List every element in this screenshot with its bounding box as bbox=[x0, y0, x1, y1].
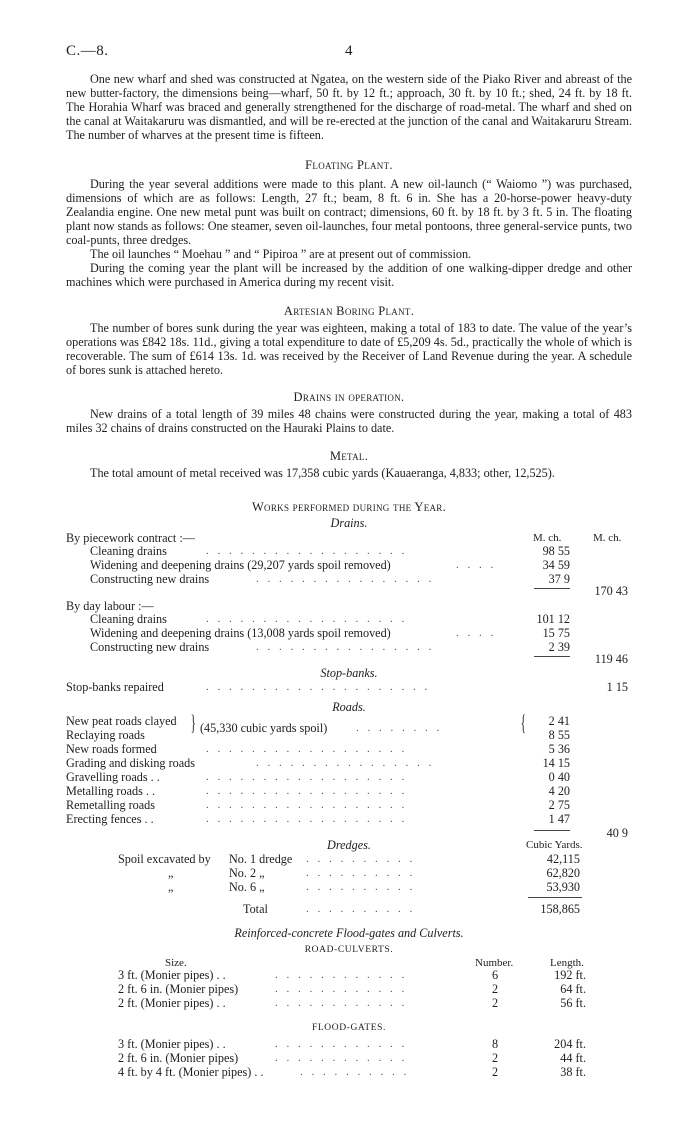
right-brace: } bbox=[190, 710, 196, 735]
row-label: Metalling roads . . bbox=[66, 784, 156, 798]
row-label: Constructing new drains bbox=[90, 640, 210, 654]
row-prefix: Spoil excavated by bbox=[118, 852, 211, 866]
artesian-paragraph: The number of bores sunk during the year was eighteen, making a total of 183 to date. The value of the year’s operations was £842 18s. 11d., giving a total expenditure to date of £5,209 4s. 5d., practically the whole of which is recoverable. The sum of £614 13s. 1d. was received by the Receiver of Land Revenue during the year. A schedule of bores sunk is attached hereto. bbox=[66, 321, 632, 377]
row-length: 64 ft. bbox=[560, 982, 586, 996]
row-value: 37 9 bbox=[548, 572, 570, 586]
row-prefix: „ bbox=[168, 880, 174, 894]
left-brace: { bbox=[520, 710, 526, 735]
row-label: Gravelling roads . . bbox=[66, 770, 160, 784]
roads-subheading: Roads. bbox=[332, 700, 366, 714]
flood-gates-heading: FLOOD-GATES. bbox=[312, 1023, 386, 1033]
row-value: 101 12 bbox=[536, 612, 570, 626]
number-header: Number. bbox=[475, 957, 514, 969]
leader-dots: . . . . bbox=[456, 559, 497, 571]
row-size: 3 ft. (Monier pipes) . . bbox=[118, 1037, 226, 1051]
leader-dots: . . . . bbox=[456, 627, 497, 639]
row-length: 192 ft. bbox=[554, 968, 586, 982]
col2-header: M. ch. bbox=[593, 532, 622, 544]
road-culverts-heading: ROAD-CULVERTS. bbox=[304, 945, 394, 955]
row-prefix: „ bbox=[168, 866, 174, 880]
leader-dots: . . . . . . . . . . . . . . . . . . bbox=[206, 785, 408, 797]
row-label: No. 1 dredge bbox=[229, 852, 293, 866]
piecework-header-row bbox=[0, 531, 700, 545]
table-row bbox=[0, 680, 700, 694]
row-size: 2 ft. (Monier pipes) . . bbox=[118, 996, 226, 1010]
table-row bbox=[0, 968, 700, 982]
leader-dots: . . . . . . . . . . . . bbox=[275, 969, 408, 981]
row-size: 3 ft. (Monier pipes) . . bbox=[118, 968, 226, 982]
leader-dots: . . . . . . . . . . . . . . . . . . bbox=[206, 613, 408, 625]
row-value: 4 20 bbox=[548, 784, 570, 798]
row-label: No. 2 „ bbox=[229, 866, 265, 880]
table-row bbox=[0, 1037, 700, 1051]
row-size: 2 ft. 6 in. (Monier pipes) bbox=[118, 1051, 239, 1065]
table-row bbox=[0, 626, 700, 640]
table-row bbox=[0, 742, 700, 756]
wharf-paragraph bbox=[66, 72, 632, 142]
piecework-total: 170 43 bbox=[594, 584, 628, 598]
row-label: No. 6 „ bbox=[229, 880, 265, 894]
brace-note: (45,330 cubic yards spoil) bbox=[200, 721, 328, 735]
row-number: 2 bbox=[492, 982, 499, 996]
row-number: 8 bbox=[492, 1037, 499, 1051]
row-value: 34 59 bbox=[542, 558, 570, 572]
artesian-section bbox=[66, 321, 632, 377]
works-heading: Works performed during the Year. bbox=[251, 500, 447, 514]
metal-heading: Metal. bbox=[329, 449, 369, 463]
row-label: Widening and deepening drains (13,008 yards spoil removed) bbox=[90, 626, 391, 640]
table-row bbox=[0, 1051, 700, 1065]
table-row bbox=[0, 866, 700, 880]
row-value: 53,930 bbox=[546, 880, 580, 894]
day-labour-total-row bbox=[0, 652, 700, 666]
row-label: Constructing new drains bbox=[90, 572, 210, 586]
leader-dots: . . . . . . . . . . . . . . . . . . bbox=[206, 545, 408, 557]
floating-plant-section bbox=[66, 177, 632, 289]
row-label: Remetalling roads bbox=[66, 798, 156, 812]
row-value: 15 75 bbox=[542, 626, 570, 640]
leader-dots: . . . . . . . . . . . . . . . . bbox=[256, 573, 435, 585]
row-length: 204 ft. bbox=[554, 1037, 586, 1051]
floating-plant-heading: Floating Plant. bbox=[305, 158, 393, 172]
table-row bbox=[0, 770, 700, 784]
dredges-unit: Cubic Yards. bbox=[526, 839, 583, 851]
length-header: Length. bbox=[550, 957, 584, 969]
metal-paragraph: The total amount of metal received was 17,358 cubic yards (Kauaeranga, 4,833; other, 12,525). bbox=[90, 466, 555, 480]
metal-section bbox=[66, 466, 632, 480]
table-row bbox=[0, 798, 700, 812]
leader-dots: . . . . . . . . . . bbox=[306, 903, 416, 915]
leader-dots: . . . . . . . . . . . . bbox=[275, 1038, 408, 1050]
artesian-heading: Artesian Boring Plant. bbox=[283, 304, 415, 318]
row-length: 56 ft. bbox=[560, 996, 586, 1010]
leader-dots: . . . . . . . . . . . . . . . . . . bbox=[206, 743, 408, 755]
table-row bbox=[0, 982, 700, 996]
floating-plant-paragraph-1: During the year several additions were made to this plant. A new oil-launch (“ Waiomo ”) was purchased, dimensions of which are as follows: Length, 27 ft.; beam, 8 ft. 6 in. She has a 20-horse-power heavy-duty Zealandia engine. One new metal punt was built on contract; dimensions, 60 ft. by 18 ft. by 3 ft. 5 in. The floating plant now stands as follows: One steamer, seven oil-launches, four metal pontoons, three general-service punts, two coal-punts, three dredges. bbox=[66, 177, 632, 247]
row-value: 1 47 bbox=[548, 812, 570, 826]
table-row bbox=[0, 996, 700, 1010]
leader-dots: . . . . . . . . . . . . . . . . bbox=[256, 757, 435, 769]
roads-brace-note-row bbox=[0, 721, 700, 735]
table-row bbox=[0, 612, 700, 626]
table-row bbox=[0, 784, 700, 798]
leader-dots: . . . . . . . . . . bbox=[306, 853, 416, 865]
leader-dots: . . . . . . . . . . . . . . . . . . . . bbox=[206, 681, 431, 693]
dredges-unit-row bbox=[0, 838, 700, 852]
leader-dots: . . . . . . . . . . bbox=[300, 1066, 410, 1078]
row-label: Cleaning drains bbox=[90, 612, 167, 626]
leader-dots: . . . . . . . . . . . . . . . . . . bbox=[206, 799, 408, 811]
leader-dots: . . . . . . . . . . . . . . . . . . bbox=[206, 813, 408, 825]
row-label: Stop-banks repaired bbox=[66, 680, 164, 694]
drains-operation-paragraph: New drains of a total length of 39 miles 48 chains were constructed during the year, making a total of 483 miles 32 chains of drains constructed on the Hauraki Plains to date. bbox=[66, 407, 632, 435]
table-row bbox=[0, 852, 700, 866]
leader-dots: . . . . . . . . . . . . bbox=[275, 983, 408, 995]
row-value: 62,820 bbox=[546, 866, 580, 880]
piecework-label: By piecework contract :— bbox=[66, 531, 195, 545]
row-label: Widening and deepening drains (29,207 yards spoil removed) bbox=[90, 558, 391, 572]
table-row bbox=[0, 558, 700, 572]
leader-dots: . . . . . . . . . . bbox=[306, 867, 416, 879]
floating-plant-paragraph-2: The oil launches “ Moehau ” and “ Pipiroa ” are at present out of commission. bbox=[90, 247, 472, 261]
row-value: 14 15 bbox=[542, 756, 570, 770]
row-number: 2 bbox=[492, 1051, 499, 1065]
piecework-total-row bbox=[0, 584, 700, 598]
dredges-subheading: Dredges. bbox=[327, 838, 371, 852]
leader-dots: . . . . . . . . . . . . . . . . . . bbox=[206, 771, 408, 783]
leader-dots: . . . . . . . . . . bbox=[306, 881, 416, 893]
floating-plant-paragraph-3: During the coming year the plant will be increased by the addition of one walking-dipper dredge and other machines which were purchased in America during my recent visit. bbox=[66, 261, 632, 289]
drains-operation-heading: Drains in operation. bbox=[293, 390, 405, 404]
table-row bbox=[0, 1065, 700, 1079]
table-row bbox=[0, 812, 700, 826]
row-size: 4 ft. by 4 ft. (Monier pipes) . . bbox=[118, 1065, 264, 1079]
row-value: 2 39 bbox=[548, 640, 570, 654]
roads-total: 40 9 bbox=[606, 826, 628, 840]
document-code: C.—8. bbox=[66, 43, 109, 59]
col1-header: M. ch. bbox=[533, 532, 562, 544]
row-value: 5 36 bbox=[548, 742, 570, 756]
total-label: Total bbox=[243, 902, 268, 916]
drains-subheading: Drains. bbox=[330, 516, 368, 530]
dredges-total-row bbox=[0, 902, 700, 916]
row-length: 44 ft. bbox=[560, 1051, 586, 1065]
row-label: New roads formed bbox=[66, 742, 157, 756]
row-number: 2 bbox=[492, 1065, 499, 1079]
row-label: Erecting fences . . bbox=[66, 812, 154, 826]
table-row bbox=[0, 756, 700, 770]
leader-dots: . . . . . . . . . . . . bbox=[275, 997, 408, 1009]
leader-dots: . . . . . . . . . . . . . . . . bbox=[256, 641, 435, 653]
row-label: Reclaying roads bbox=[66, 728, 145, 742]
drains-operation-section bbox=[66, 407, 632, 435]
row-label: Grading and disking roads bbox=[66, 756, 195, 770]
row-value: 2 41 bbox=[548, 714, 570, 728]
row-value: 2 75 bbox=[548, 798, 570, 812]
row-number: 2 bbox=[492, 996, 499, 1010]
row-value: 8 55 bbox=[548, 728, 570, 742]
table-row bbox=[0, 880, 700, 894]
leader-dots: . . . . . . . . . . . . bbox=[275, 1052, 408, 1064]
row-value: 42,115 bbox=[546, 852, 580, 866]
row-value: 1 15 bbox=[606, 680, 628, 694]
rc-subheading: Reinforced-concrete Flood-gates and Culverts. bbox=[234, 926, 464, 940]
leader-dots: . . . . . . . . bbox=[356, 722, 443, 734]
row-label: New peat roads clayed bbox=[66, 714, 177, 728]
wharf-paragraph-text: One new wharf and shed was constructed at Ngatea, on the western side of the Piako River and abreast of the new butter-factory, the dimensions being—wharf, 50 ft. by 12 ft.; approach, 30 ft. by 10 ft.; shed, 24 ft. by 18 ft. The Horahia Wharf was braced and generally strengthened for the discharge of road-metal. The wharf and shed on the canal at Waitakaruru was dismantled, and will be re-erected at the junction of the canal and Waitakaruru Stream. The number of wharves at the present time is fifteen. bbox=[66, 72, 632, 142]
subtotal-rule bbox=[528, 897, 582, 898]
size-header: Size. bbox=[165, 957, 187, 969]
row-value: 0 40 bbox=[548, 770, 570, 784]
day-labour-total: 119 46 bbox=[594, 652, 628, 666]
table-row bbox=[0, 544, 700, 558]
dredges-total: 158,865 bbox=[540, 902, 580, 916]
row-number: 6 bbox=[492, 968, 499, 982]
row-value: 98 55 bbox=[542, 544, 570, 558]
day-labour-label: By day labour :— bbox=[66, 599, 154, 613]
row-size: 2 ft. 6 in. (Monier pipes) bbox=[118, 982, 239, 996]
page-number: 4 bbox=[345, 43, 353, 59]
day-labour-header-row bbox=[0, 599, 700, 613]
row-label: Cleaning drains bbox=[90, 544, 167, 558]
row-length: 38 ft. bbox=[560, 1065, 586, 1079]
stopbanks-subheading: Stop-banks. bbox=[320, 666, 378, 680]
